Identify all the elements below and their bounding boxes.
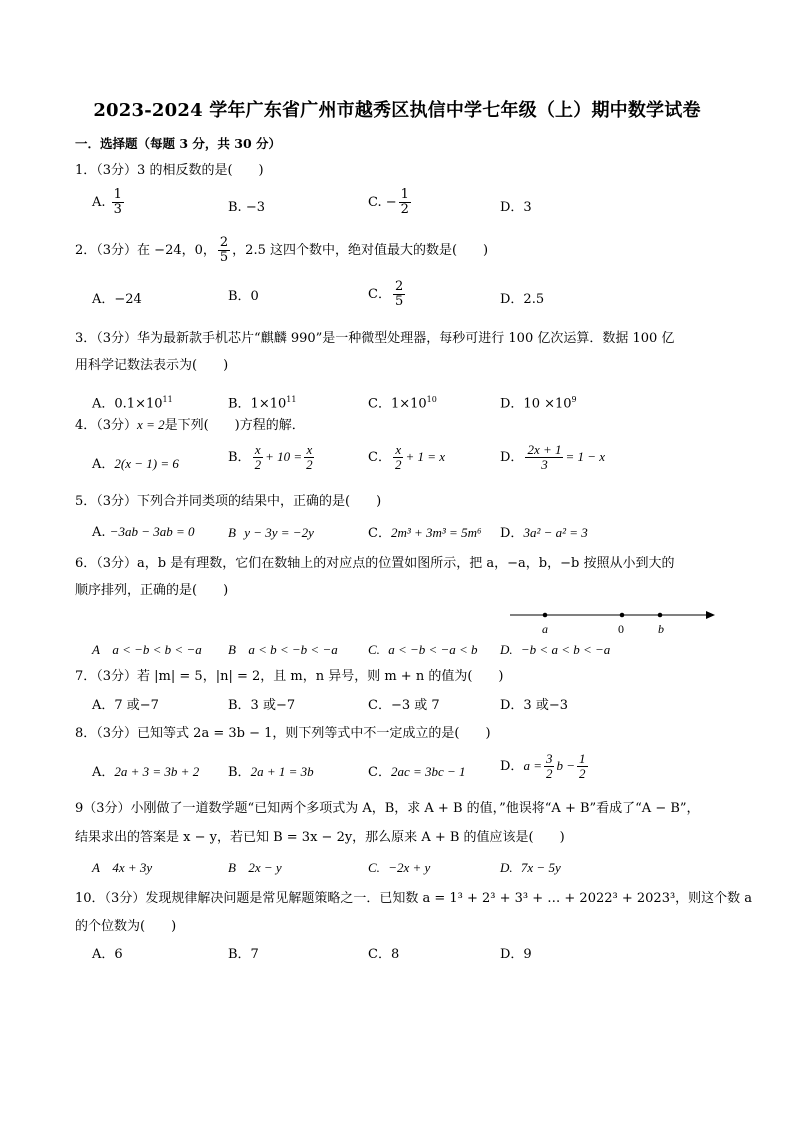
fraction: $\frac{1}{3}$ <box>113 187 122 217</box>
q3-option-b: B．$1\times 10^{11}$ <box>228 395 297 412</box>
q9-option-a: A 4x + 3y <box>92 860 153 875</box>
q6-option-b: B a < b < −b < −a <box>228 642 338 657</box>
fraction: $\frac{1}{2}$ <box>579 751 586 781</box>
q4-option-d: D． $\frac{2x + 1}{3}$ = 1 − x <box>500 442 606 472</box>
q4-option-c: C． $\frac{x}{2}$ + 1 = x <box>368 442 446 472</box>
q6-option-a: A a < −b < b < −a <box>92 642 202 657</box>
page-title: 2023-2024 学年广东省广州市越秀区执信中学七年级（上）期中数学试卷 <box>93 100 701 121</box>
q9-option-b: B 2x − y <box>228 860 282 875</box>
q2-option-c: C． $\frac{2}{5}$ <box>368 279 404 309</box>
question-1-stem: 1．（3分）3 的相反数的是( ) <box>75 163 264 178</box>
question-10-stem-line2: 的个位数为( ) <box>75 919 177 934</box>
fraction: $\frac{2}{5}$ <box>219 235 229 265</box>
q10-option-d: D．9 <box>500 947 532 962</box>
q6-option-c: C. a < −b < −a < b <box>368 642 478 657</box>
q9-option-d: D. 7x − 5y <box>500 860 561 875</box>
q6-option-d: D. −b < a < b < −a <box>500 642 611 657</box>
q1-option-b: B. −3 <box>228 200 265 215</box>
question-5-stem: 5．（3分）下列合并同类项的结果中，正确的是( ) <box>75 494 382 509</box>
point-a <box>543 613 548 618</box>
q3-option-d: D．$10 \times 10^9$ <box>500 395 577 412</box>
q3-option-c: C．$1\times 10^{10}$ <box>368 395 437 412</box>
q9-option-c: C. −2x + y <box>368 860 431 875</box>
q4-option-a: A．2(x − 1) = 6 <box>92 456 179 472</box>
q5-option-c: C．2m³ + 3m³ = 5m⁶ <box>368 525 482 541</box>
fraction: $\frac{x}{2}$ <box>254 442 262 472</box>
question-2-stem: 2．（3分）在 −24，0， $\frac{2}{5}$ ，2.5 这四个数中，绝对值最大的数是( ) <box>75 235 489 265</box>
q4-option-b: B． $\frac{x}{2}$ + 10 = $\frac{x}{2}$ <box>228 442 313 472</box>
label-a: a <box>542 622 548 636</box>
q8-option-d: D．a = $\frac{3}{2}$ b − $\frac{1}{2}$ <box>500 751 586 781</box>
q7-option-a: A．7 或−7 <box>92 698 159 713</box>
q5-option-d: D．3a² − a² = 3 <box>500 525 588 541</box>
number-line-diagram <box>510 606 720 646</box>
q7-option-d: D．3 或−3 <box>500 698 568 713</box>
q1-option-c: C. − $\frac{1}{2}$ <box>368 187 409 217</box>
fraction: $\frac{2}{5}$ <box>394 279 404 309</box>
q7-option-b: B．3 或−7 <box>228 698 296 713</box>
question-7-stem: 7．（3分）若 |m| = 5，|n| = 2，且 m，n 异号，则 m + n 的值为( ) <box>75 669 504 684</box>
q8-option-b: B．2a + 1 = 3b <box>228 764 314 780</box>
question-6-stem-line2: 顺序排列，正确的是( ) <box>75 583 229 598</box>
question-10-stem-line1: 10．（3分）发现规律解决问题是常见解题策略之一．已知数 a = 1³ + 2³ + 3³ + … + 2022³ + 2023³，则这个数 a <box>75 891 753 906</box>
question-4-stem: 4．（3分）x = 2是下列( )方程的解． <box>75 417 305 433</box>
question-8-stem: 8．（3分）已知等式 2a = 3b − 1，则下列等式中不一定成立的是( ) <box>75 726 491 741</box>
label-b: b <box>658 622 664 636</box>
q1-option-d: D．3 <box>500 200 532 215</box>
label-zero: 0 <box>618 622 624 636</box>
q8-option-c: C．2ac = 3bc − 1 <box>368 764 466 780</box>
q8-option-a: A．2a + 3 = 3b + 2 <box>92 764 200 780</box>
question-9-stem-line1: 9（3分）小刚做了一道数学题“已知两个多项式为 A，B，求 A + B 的值，”他误将“A + B”看成了“A − B”， <box>75 801 700 816</box>
arrow-icon <box>706 611 715 619</box>
q5-option-a: A. −3ab − 3ab = 0 <box>92 524 195 540</box>
section-heading: 一．选择题（每题 3 分，共 30 分） <box>75 136 282 151</box>
fraction: $\frac{x}{2}$ <box>306 442 313 472</box>
q2-option-b: B．0 <box>228 289 259 304</box>
q10-option-b: B．7 <box>228 947 259 962</box>
q5-option-b: B y − 3y = −2y <box>228 525 314 540</box>
fraction: $\frac{x}{2}$ <box>394 442 402 472</box>
q7-option-c: C．−3 或 7 <box>368 698 440 713</box>
question-6-stem-line1: 6．（3分）a，b 是有理数，它们在数轴上的对应点的位置如图所示，把 a，−a，b，−b 按照从小到大的 <box>75 556 675 571</box>
fraction: $\frac{2x + 1}{3}$ <box>527 442 562 472</box>
q1-option-a: A. $\frac{1}{3}$ <box>92 187 122 217</box>
q10-option-a: A．6 <box>92 947 123 962</box>
fraction: $\frac{3}{2}$ <box>545 751 553 781</box>
q2-option-a: A．−24 <box>92 292 142 307</box>
question-3-stem-line1: 3．（3分）华为最新款手机芯片“麒麟 990”是一种微型处理器，每秒可进行 100 亿次运算．数据 100 亿 <box>75 331 675 346</box>
point-b <box>658 613 663 618</box>
q3-option-a: A．$0.1\times 10^{11}$ <box>92 395 173 412</box>
question-9-stem-line2: 结果求出的答案是 x − y，若已知 B = 3x − 2y，那么原来 A + B 的值应该是( ) <box>75 830 565 845</box>
question-3-stem-line2: 用科学记数法表示为( ) <box>75 358 229 373</box>
fraction: $\frac{1}{2}$ <box>400 187 409 217</box>
point-zero <box>620 613 625 618</box>
q10-option-c: C．8 <box>368 947 400 962</box>
q2-option-d: D．2.5 <box>500 292 545 307</box>
